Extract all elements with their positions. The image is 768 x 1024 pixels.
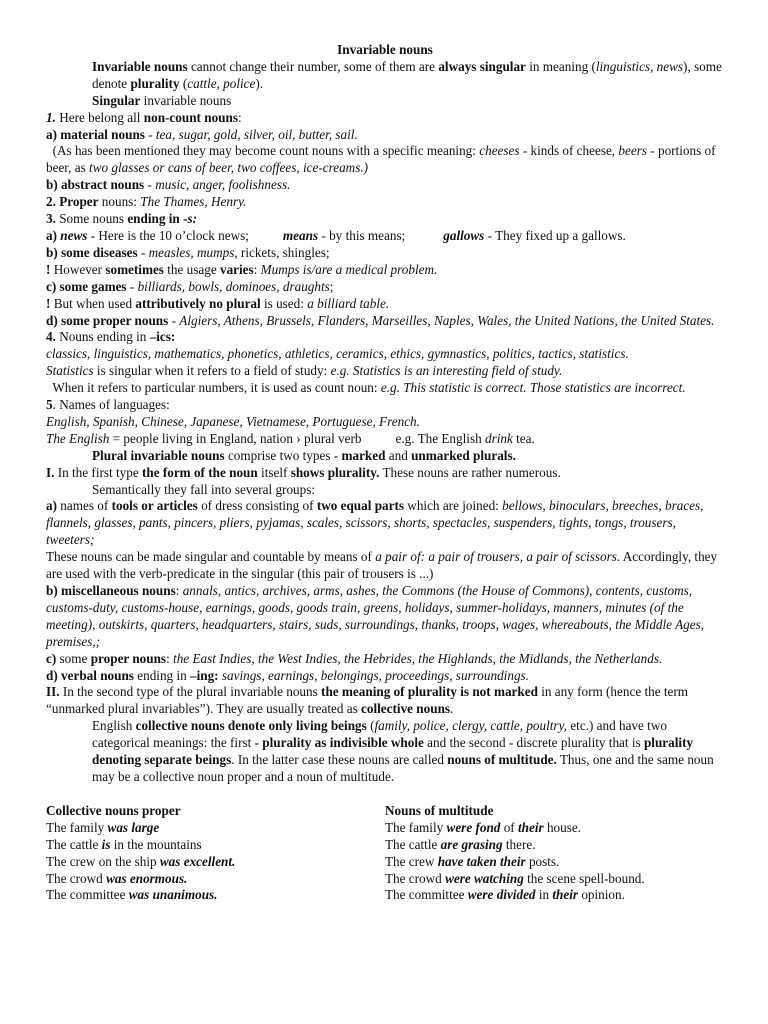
page-title: Invariable nouns: [337, 42, 433, 57]
collective-paragraph: English collective nouns denote only living beings (family, police, clergy, cattle, poultry, etc.) and have two categorical meanings: the first - plurality as indivisible whole and the second - discrete plurality that is plurality denoting separate beings. In the latter case these nouns are called nouns of multitude. Thus, one and the same noun may be a collective noun proper and a noun of multitude.: [92, 718, 714, 784]
singular-heading: Singular invariable nouns: [92, 92, 232, 108]
item-diseases: b) some diseases - measles, mumps, rickets, shingles;: [46, 244, 330, 260]
item-news: a) news - Here is the 10 o’clock news; means - by this means; gallows - They fixed up a gallows.: [46, 227, 626, 243]
statistics-note: Statistics is singular when it refers to a field of study: e.g. Statistics is an interesting field of study. When it refers to particular numbers, it is used as count noun: e.g. This statistic is correct. Those statistics are incorrect.: [46, 363, 686, 396]
item-proper-nouns: d) some proper nouns - Algiers, Athens, Brussels, Flanders, Marseilles, Naples, Wales, the United Nations, the United States.: [46, 312, 715, 328]
example-row: The crew on the ship was excellent.: [46, 853, 236, 869]
item-proper-plural: c) some proper nouns: the East Indies, the West Indies, the Hebrides, the Highlands, the Midlands, the Netherlands.: [46, 650, 663, 666]
example-row: The committee were divided in their opinion.: [385, 887, 625, 903]
item-abstract-nouns: b) abstract nouns - music, anger, foolishness.: [46, 177, 291, 193]
example-row: The crowd was enormous.: [46, 870, 188, 886]
section-5: 5. Names of languages:: [46, 397, 170, 413]
example-row: The cattle are grasing there.: [385, 836, 536, 852]
ics-list: classics, linguistics, mathematics, phonetics, athletics, ceramics, ethics, gymnastics, politics, tactics, statistics.: [46, 346, 629, 362]
example-row: The committee was unanimous.: [46, 887, 218, 903]
example-row: The crowd were watching the scene spell-bound.: [385, 870, 645, 886]
item-tools: a) names of tools or articles of dress consisting of two equal parts which are joined: bellows, binoculars, breeches, braces, flannels, glasses, pants, pincers, pliers, pyjamas, scales, scissors, shorts, spectacles, suspenders, tights, tongs, trousers, tweeters;: [46, 498, 704, 548]
item-games: c) some games - billiards, bowls, dominoes, draughts;: [46, 278, 334, 294]
column-heading: Nouns of multitude: [385, 802, 494, 818]
section-1: 1. Here belong all non-count nouns:: [46, 109, 242, 125]
comparison-columns: [46, 803, 724, 904]
note-usage-varies: ! However sometimes the usage varies: Mumps is/are a medical problem.: [46, 261, 438, 277]
intro-paragraph: Invariable nouns cannot change their number, some of them are always singular in meaning (linguistics, news), some denote plurality (cattle, police).: [92, 58, 722, 91]
section-3: 3. Some nouns ending in -s:: [46, 211, 197, 227]
english-line: The English = people living in England, nation › plural verb e.g. The English drink tea.: [46, 430, 535, 446]
example-row: The crew have taken their posts.: [385, 853, 560, 869]
item-miscellaneous: b) miscellaneous nouns: annals, antics, archives, arms, ashes, the Commons (the House of Commons), contents, customs, customs-duty, customs-house, earnings, goods, goods train, greens, holidays, summer-holidays, manners, minutes (of the meeting), outskirts, quarters, headquarters, stairs, suds, surroundings, thanks, troops, wages, whereabouts, the Middle Ages, premises,;: [46, 583, 705, 649]
example-row: The cattle is in the mountains: [46, 836, 202, 852]
example-row: The family was large: [46, 819, 160, 835]
plural-heading: Plural invariable nouns comprise two types - marked and unmarked plurals.: [92, 447, 516, 463]
languages-list: English, Spanish, Chinese, Japanese, Vietnamese, Portuguese, French.: [46, 413, 420, 429]
item-material-nouns: a) material nouns - tea, sugar, gold, silver, oil, butter, sail. (As has been mentioned they may become count nouns with a specific meaning: cheeses - kinds of cheese, beers - portions of beer, as two glasses or cans of beer, two coffees, ice-creams.): [46, 126, 716, 176]
example-row: The family were fond of their house.: [385, 819, 582, 835]
type-one: I. In the first type the form of the noun itself shows plurality. These nouns are rather numerous.: [46, 464, 561, 480]
type-two: II. In the second type of the plural invariable nouns the meaning of plurality is not marked in any form (hence the term “unmarked plural invariables”). They are usually treated as collective nouns.: [46, 684, 689, 717]
pair-note: These nouns can be made singular and countable by means of a pair of: a pair of trousers, a pair of scissors. Accordingly, they are used with the verb-predicate in the singular (this pair of trousers is ...): [46, 549, 718, 582]
collective-proper-column: [46, 803, 385, 904]
section-4: 4. Nouns ending in –ics:: [46, 329, 176, 345]
multitude-column: [385, 803, 724, 904]
column-heading: Collective nouns proper: [46, 802, 181, 818]
document-page: [46, 42, 724, 904]
section-2: 2. Proper nouns: The Thames, Henry.: [46, 194, 247, 210]
note-attributive: ! But when used attributively no plural is used: a billiard table.: [46, 295, 390, 311]
semantic-groups: Semantically they fall into several groups:: [92, 481, 316, 497]
item-verbal-nouns: d) verbal nouns ending in –ing: savings, earnings, belongings, proceedings, surroundings.: [46, 667, 529, 683]
